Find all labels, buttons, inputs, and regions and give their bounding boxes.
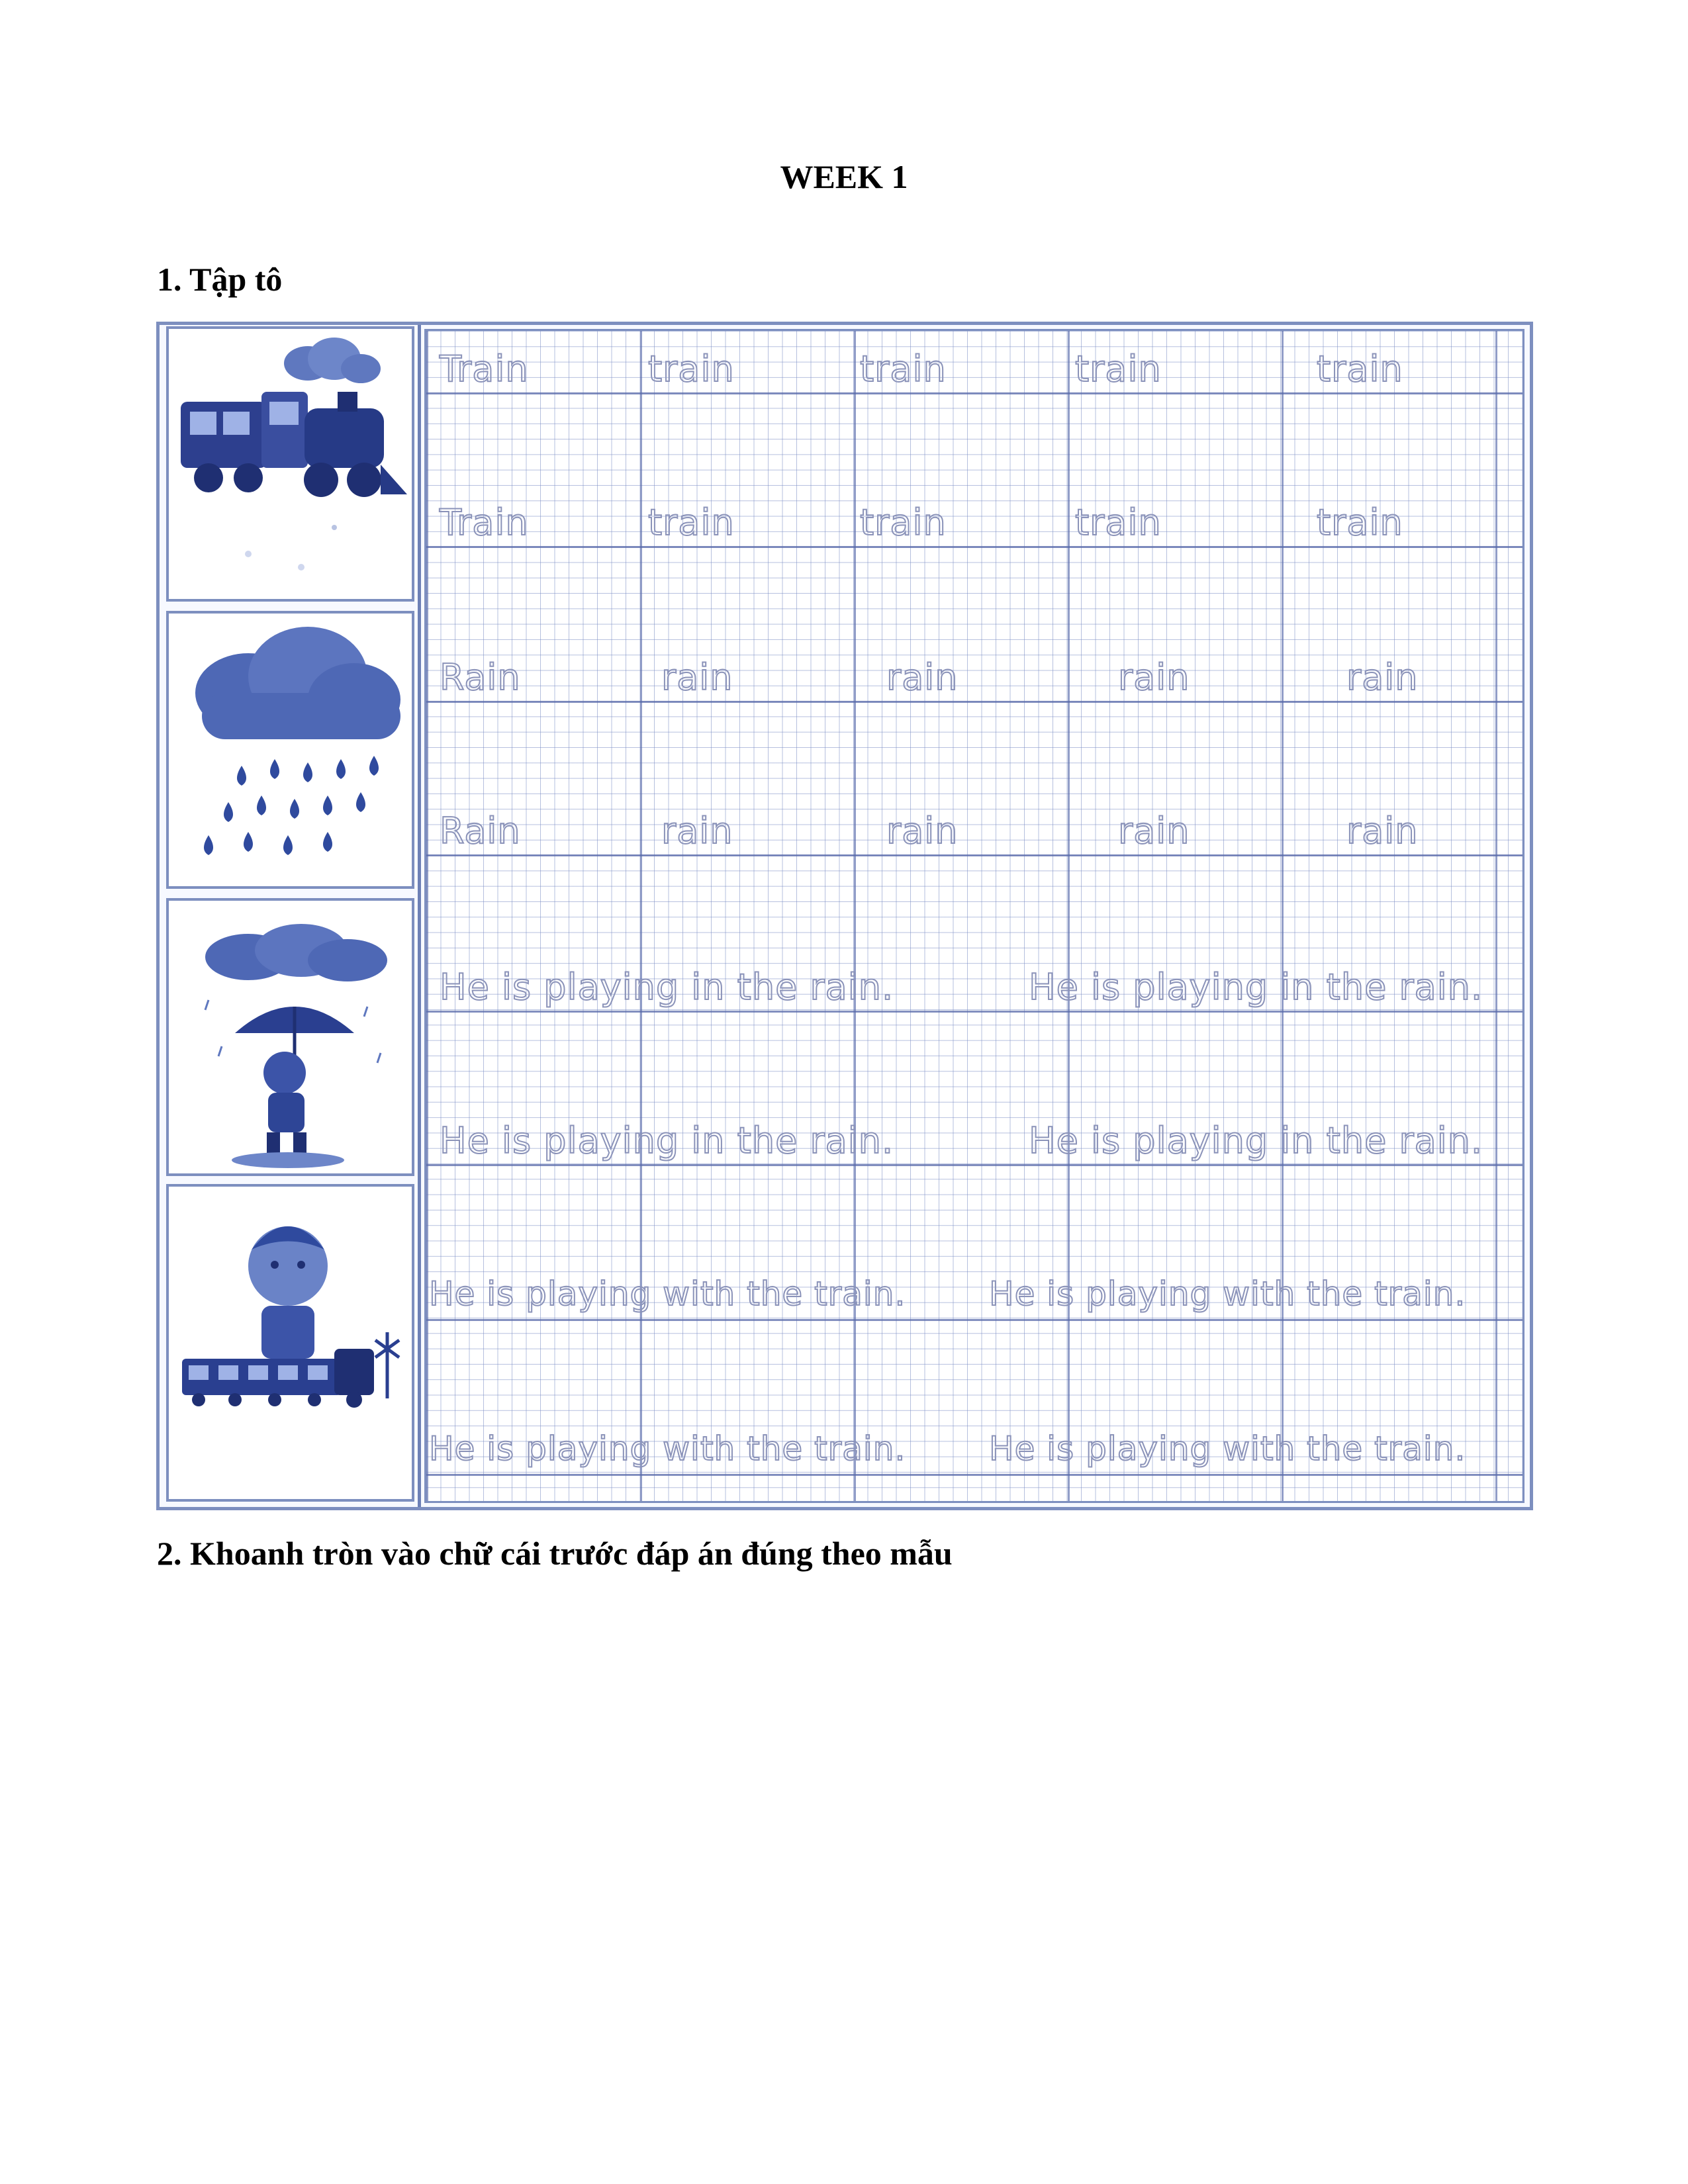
trace-sentence: He is playing with the train. (989, 1275, 1466, 1313)
trace-row-sentence (426, 1267, 1523, 1333)
trace-word: rain (1346, 810, 1419, 852)
trace-row-rain (426, 649, 1523, 715)
trace-sentence: He is playing in the rain. (440, 966, 894, 1008)
boy-toy-train-icon (169, 1187, 412, 1499)
trace-word: train (860, 502, 947, 543)
trace-row-train (426, 494, 1523, 560)
trace-word: Rain (440, 810, 521, 852)
page-title: WEEK 1 (780, 158, 908, 195)
trace-sentence: He is playing with the train. (429, 1430, 906, 1468)
trace-row-sentence (426, 1422, 1523, 1488)
trace-word: Train (440, 348, 529, 390)
trace-word: rain (1118, 810, 1190, 852)
trace-word: train (1075, 348, 1162, 390)
trace-row-rain (426, 802, 1523, 868)
trace-word: Rain (440, 657, 521, 698)
trace-word: rain (886, 657, 959, 698)
trace-word: rain (886, 810, 959, 852)
train-picture (166, 326, 414, 602)
rain-picture (166, 611, 414, 889)
trace-word: train (1317, 348, 1403, 390)
trace-sentence: He is playing in the rain. (440, 1120, 894, 1161)
train-icon (169, 329, 412, 599)
trace-word: train (1317, 502, 1403, 543)
trace-word: train (648, 502, 735, 543)
trace-word: train (1075, 502, 1162, 543)
picture-column (160, 325, 421, 1507)
section-1-heading: 1. Tập tô (157, 261, 283, 298)
trace-word: Train (440, 502, 529, 543)
section-2-heading: 2. Khoanh tròn vào chữ cái trước đáp án đúng theo mẫu (157, 1535, 953, 1572)
trace-word: train (648, 348, 735, 390)
tracing-worksheet (156, 322, 1533, 1510)
umbrella-boy-icon (169, 901, 412, 1173)
trace-sentence: He is playing in the rain. (1029, 1120, 1483, 1161)
trace-sentence: He is playing in the rain. (1029, 966, 1483, 1008)
trace-row-train (426, 340, 1523, 406)
trace-word: rain (661, 810, 733, 852)
boy-with-train-picture (166, 1184, 414, 1502)
rain-cloud-icon (169, 614, 412, 886)
trace-word: rain (1346, 657, 1419, 698)
trace-word: train (860, 348, 947, 390)
trace-word: rain (661, 657, 733, 698)
trace-word: rain (1118, 657, 1190, 698)
trace-sentence: He is playing with the train. (429, 1275, 906, 1313)
boy-in-rain-picture (166, 898, 414, 1176)
trace-row-sentence (426, 1112, 1523, 1178)
handwriting-grid (424, 329, 1524, 1503)
trace-sentence: He is playing with the train. (989, 1430, 1466, 1468)
trace-row-sentence (426, 958, 1523, 1024)
